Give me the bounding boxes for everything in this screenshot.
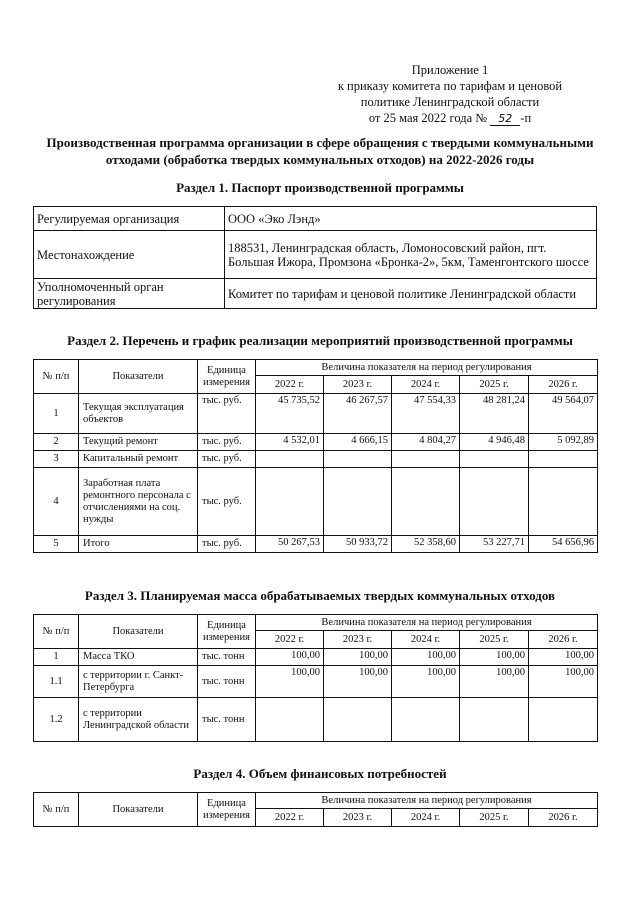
document-title-line1: Производственная программа организации в сфере обращения с твердыми коммунальными	[46, 135, 594, 150]
row-num: 5	[34, 536, 79, 553]
row-value	[392, 698, 460, 742]
row-unit: тыс. тонн	[198, 649, 256, 666]
header-unit: Единица измерения	[198, 360, 256, 394]
row-num: 4	[34, 468, 79, 536]
header-year: 2023 г.	[324, 376, 392, 394]
row-value: 50 933,72	[324, 536, 392, 553]
row-value: 52 358,60	[392, 536, 460, 553]
section3-heading: Раздел 3. Планируемая масса обрабатываемых твердых коммунальных отходов	[84, 588, 556, 603]
row-value: 53 227,71	[460, 536, 529, 553]
row-num: 2	[34, 434, 79, 451]
passport-value: ООО «Эко Лэнд»	[225, 207, 597, 231]
header-indicator: Показатели	[79, 360, 198, 394]
row-value	[256, 698, 324, 742]
row-unit: тыс. тонн	[198, 698, 256, 742]
row-indicator: Масса ТКО	[79, 649, 198, 666]
header-year: 2025 г.	[460, 809, 529, 827]
table-row	[34, 698, 598, 742]
row-value	[256, 468, 324, 536]
appendix-date-line	[300, 110, 600, 126]
row-num: 1.2	[34, 698, 79, 742]
order-number-handwritten: 52	[490, 113, 520, 126]
header-num: № п/п	[34, 793, 79, 827]
document-title	[30, 134, 610, 168]
row-value: 100,00	[529, 649, 598, 666]
header-unit: Единица измерения	[198, 793, 256, 827]
row-value	[324, 451, 392, 468]
row-indicator: Текущий ремонт	[79, 434, 198, 451]
passport-label: Регулируемая организация	[34, 207, 225, 231]
header-year: 2024 г.	[392, 631, 460, 649]
row-value	[460, 698, 529, 742]
row-value: 47 554,33	[392, 394, 460, 434]
appendix-block	[300, 62, 600, 126]
header-period: Величина показателя на период регулирования	[256, 360, 598, 376]
row-value: 100,00	[256, 649, 324, 666]
row-unit: тыс. руб.	[198, 536, 256, 553]
table-row	[34, 666, 598, 698]
row-value: 100,00	[392, 666, 460, 698]
row-value: 49 564,07	[529, 394, 598, 434]
row-value	[324, 698, 392, 742]
row-value: 100,00	[460, 649, 529, 666]
passport-row	[34, 231, 597, 279]
passport-label: Уполномоченный орган регулирования	[34, 279, 225, 309]
table-row	[34, 394, 598, 434]
appendix-committee-line: политике Ленинградской области	[360, 95, 540, 109]
header-num: № п/п	[34, 360, 79, 394]
table-header-row	[34, 793, 598, 809]
header-year: 2025 г.	[460, 376, 529, 394]
table-header-row	[34, 360, 598, 376]
table-row	[34, 451, 598, 468]
header-year: 2023 г.	[324, 631, 392, 649]
passport-value: 188531, Ленинградская область, Ломоносовский район, пгт. Большая Ижора, Промзона «Бронка-2», 5км, Таменгонтского шоссе	[225, 231, 597, 279]
row-unit: тыс. руб.	[198, 451, 256, 468]
row-indicator: с территории Ленинградской области	[79, 698, 198, 742]
row-value	[256, 451, 324, 468]
passport-table	[33, 206, 597, 309]
header-year: 2022 г.	[256, 376, 324, 394]
table-row	[34, 536, 598, 553]
header-period: Величина показателя на период регулирования	[256, 615, 598, 631]
row-value: 100,00	[324, 649, 392, 666]
row-num: 1	[34, 394, 79, 434]
section1-heading: Раздел 1. Паспорт производственной программы	[176, 180, 464, 195]
header-unit: Единица измерения	[198, 615, 256, 649]
row-unit: тыс. руб.	[198, 468, 256, 536]
table-row	[34, 434, 598, 451]
table-header-row	[34, 615, 598, 631]
header-year: 2024 г.	[392, 809, 460, 827]
passport-row	[34, 207, 597, 231]
header-year: 2026 г.	[529, 631, 598, 649]
header-year: 2022 г.	[256, 809, 324, 827]
row-value: 100,00	[460, 666, 529, 698]
row-value: 100,00	[529, 666, 598, 698]
waste-mass-table	[33, 614, 598, 742]
row-value	[460, 451, 529, 468]
section2-heading: Раздел 2. Перечень и график реализации мероприятий производственной программы	[67, 333, 573, 348]
row-value	[529, 698, 598, 742]
row-value: 5 092,89	[529, 434, 598, 451]
row-value: 4 804,27	[392, 434, 460, 451]
row-value: 46 267,57	[324, 394, 392, 434]
row-value: 100,00	[324, 666, 392, 698]
row-value	[324, 468, 392, 536]
financial-needs-table	[33, 792, 598, 827]
header-indicator: Показатели	[79, 615, 198, 649]
row-unit: тыс. тонн	[198, 666, 256, 698]
row-value: 50 267,53	[256, 536, 324, 553]
row-value: 54 656,96	[529, 536, 598, 553]
row-value: 45 735,52	[256, 394, 324, 434]
header-year: 2026 г.	[529, 809, 598, 827]
row-value	[460, 468, 529, 536]
row-indicator: с территории г. Санкт-Петербурга	[79, 666, 198, 698]
header-indicator: Показатели	[79, 793, 198, 827]
row-num: 3	[34, 451, 79, 468]
header-year: 2023 г.	[324, 809, 392, 827]
passport-label: Местонахождение	[34, 231, 225, 279]
header-period: Величина показателя на период регулирования	[256, 793, 598, 809]
table-row	[34, 649, 598, 666]
passport-row	[34, 279, 597, 309]
row-value: 48 281,24	[460, 394, 529, 434]
row-value	[392, 468, 460, 536]
row-indicator: Капитальный ремонт	[79, 451, 198, 468]
row-num: 1	[34, 649, 79, 666]
row-value: 4 946,48	[460, 434, 529, 451]
row-value: 100,00	[256, 666, 324, 698]
table-row	[34, 468, 598, 536]
header-year: 2026 г.	[529, 376, 598, 394]
header-year: 2022 г.	[256, 631, 324, 649]
header-num: № п/п	[34, 615, 79, 649]
row-indicator: Текущая эксплуатация объектов	[79, 394, 198, 434]
row-value: 4 666,15	[324, 434, 392, 451]
row-indicator: Заработная плата ремонтного персонала с отчислениями на соц. нужды	[79, 468, 198, 536]
section4-heading: Раздел 4. Объем финансовых потребностей	[193, 766, 447, 781]
row-value	[529, 451, 598, 468]
header-year: 2025 г.	[460, 631, 529, 649]
passport-value: Комитет по тарифам и ценовой политике Ленинградской области	[225, 279, 597, 309]
document-title-line2: отходами (обработка твердых коммунальных отходов) на 2022-2026 годы	[105, 152, 535, 167]
row-unit: тыс. руб.	[198, 434, 256, 451]
activities-table	[33, 359, 598, 553]
appendix-title: Приложение 1	[411, 63, 489, 77]
row-value	[529, 468, 598, 536]
row-value: 100,00	[392, 649, 460, 666]
row-unit: тыс. руб.	[198, 394, 256, 434]
appendix-order-line: к приказу комитета по тарифам и ценовой	[337, 79, 563, 93]
row-num: 1.1	[34, 666, 79, 698]
row-value	[392, 451, 460, 468]
order-suffix: -п	[520, 111, 532, 125]
row-indicator: Итого	[79, 536, 198, 553]
header-year: 2024 г.	[392, 376, 460, 394]
appendix-date: от 25 мая 2022 года №	[368, 111, 488, 125]
row-value: 4 532,01	[256, 434, 324, 451]
